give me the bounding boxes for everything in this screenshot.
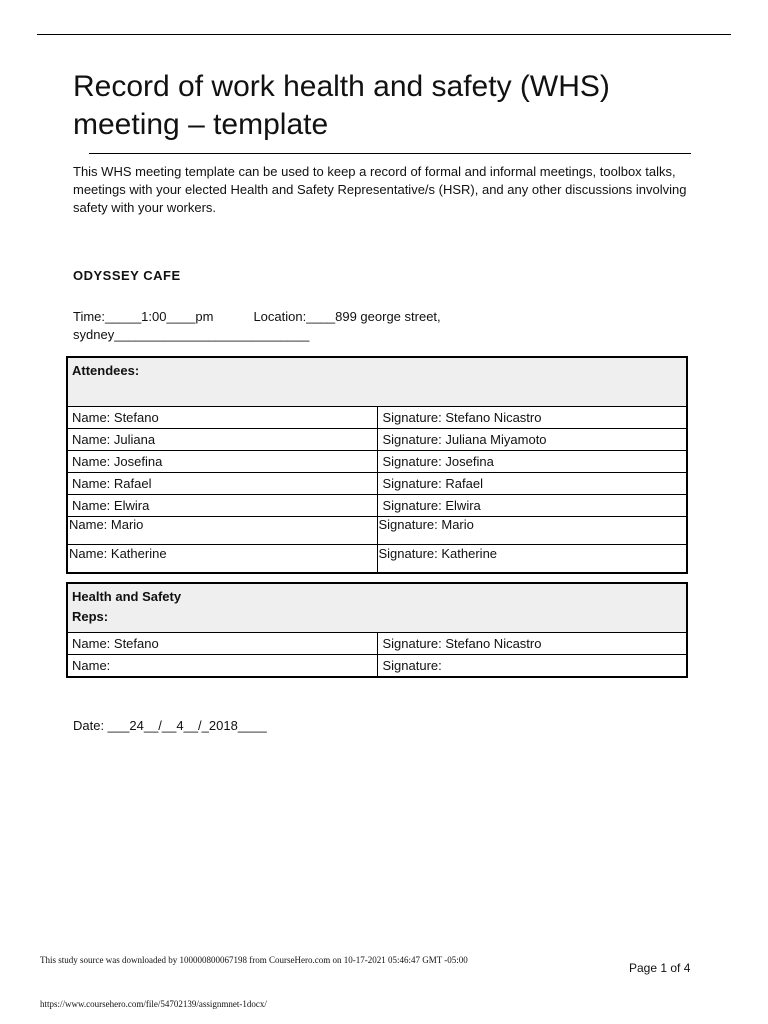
hsr-signature: Signature: [377, 655, 687, 678]
table-row [67, 545, 687, 574]
document-title: Record of work health and safety (WHS) meeting – template [73, 70, 610, 141]
company-name: ODYSSEY CAFE [73, 268, 181, 283]
hsr-name: Name: [67, 655, 377, 678]
attendee-name: Name: Mario [67, 517, 377, 545]
source-url: https://www.coursehero.com/file/54702139/assignmnet-1docx/ [40, 999, 267, 1009]
table-row [67, 451, 687, 473]
hsr-header-row [67, 583, 687, 633]
intro-paragraph: This WHS meeting template can be used to keep a record of formal and informal meetings, toolbox talks, meetings with your elected Health and Safety Representative/s (HSR), and any other discussions involving safety with your workers. [73, 164, 687, 215]
meeting-location: Location:____899 george street, sydney___________________________ [73, 309, 441, 342]
meeting-date: Date: ___24__/__4__/_2018____ [73, 718, 267, 733]
attendee-signature: Signature: Katherine [377, 545, 687, 574]
table-row [67, 495, 687, 517]
attendee-name: Name: Rafael [67, 473, 377, 495]
attendee-signature: Signature: Juliana Miyamoto [377, 429, 687, 451]
table-row [67, 473, 687, 495]
table-row [67, 655, 687, 678]
attendee-name: Name: Juliana [67, 429, 377, 451]
attendee-signature: Signature: Stefano Nicastro [377, 407, 687, 429]
hsr-header-label: Health and Safety Reps: [72, 589, 182, 624]
attendee-name: Name: Stefano [67, 407, 377, 429]
attendees-header-label: Attendees: [72, 363, 140, 378]
attendee-signature: Signature: Josefina [377, 451, 687, 473]
table-row [67, 407, 687, 429]
attendee-signature: Signature: Mario [377, 517, 687, 545]
hsr-name: Name: Stefano [67, 633, 377, 655]
attendees-table [66, 356, 688, 574]
table-row [67, 429, 687, 451]
download-notice: This study source was downloaded by 100000800067198 from CourseHero.com on 10-17-2021 05:46:47 GMT -05:00 [40, 955, 468, 965]
time-location-line [73, 308, 533, 344]
attendee-signature: Signature: Elwira [377, 495, 687, 517]
top-rule [37, 34, 731, 35]
table-row [67, 633, 687, 655]
hsr-header [67, 583, 687, 633]
hsr-signature: Signature: Stefano Nicastro [377, 633, 687, 655]
attendee-name: Name: Elwira [67, 495, 377, 517]
title-rule [89, 153, 691, 154]
attendee-name: Name: Josefina [67, 451, 377, 473]
attendee-name: Name: Katherine [67, 545, 377, 574]
attendees-header [67, 357, 687, 407]
meeting-time: Time:_____1:00____pm [73, 309, 214, 324]
page-number: Page 1 of 4 [629, 961, 691, 975]
table-row [67, 517, 687, 545]
attendee-signature: Signature: Rafael [377, 473, 687, 495]
attendees-header-row [67, 357, 687, 407]
hsr-table [66, 582, 688, 678]
